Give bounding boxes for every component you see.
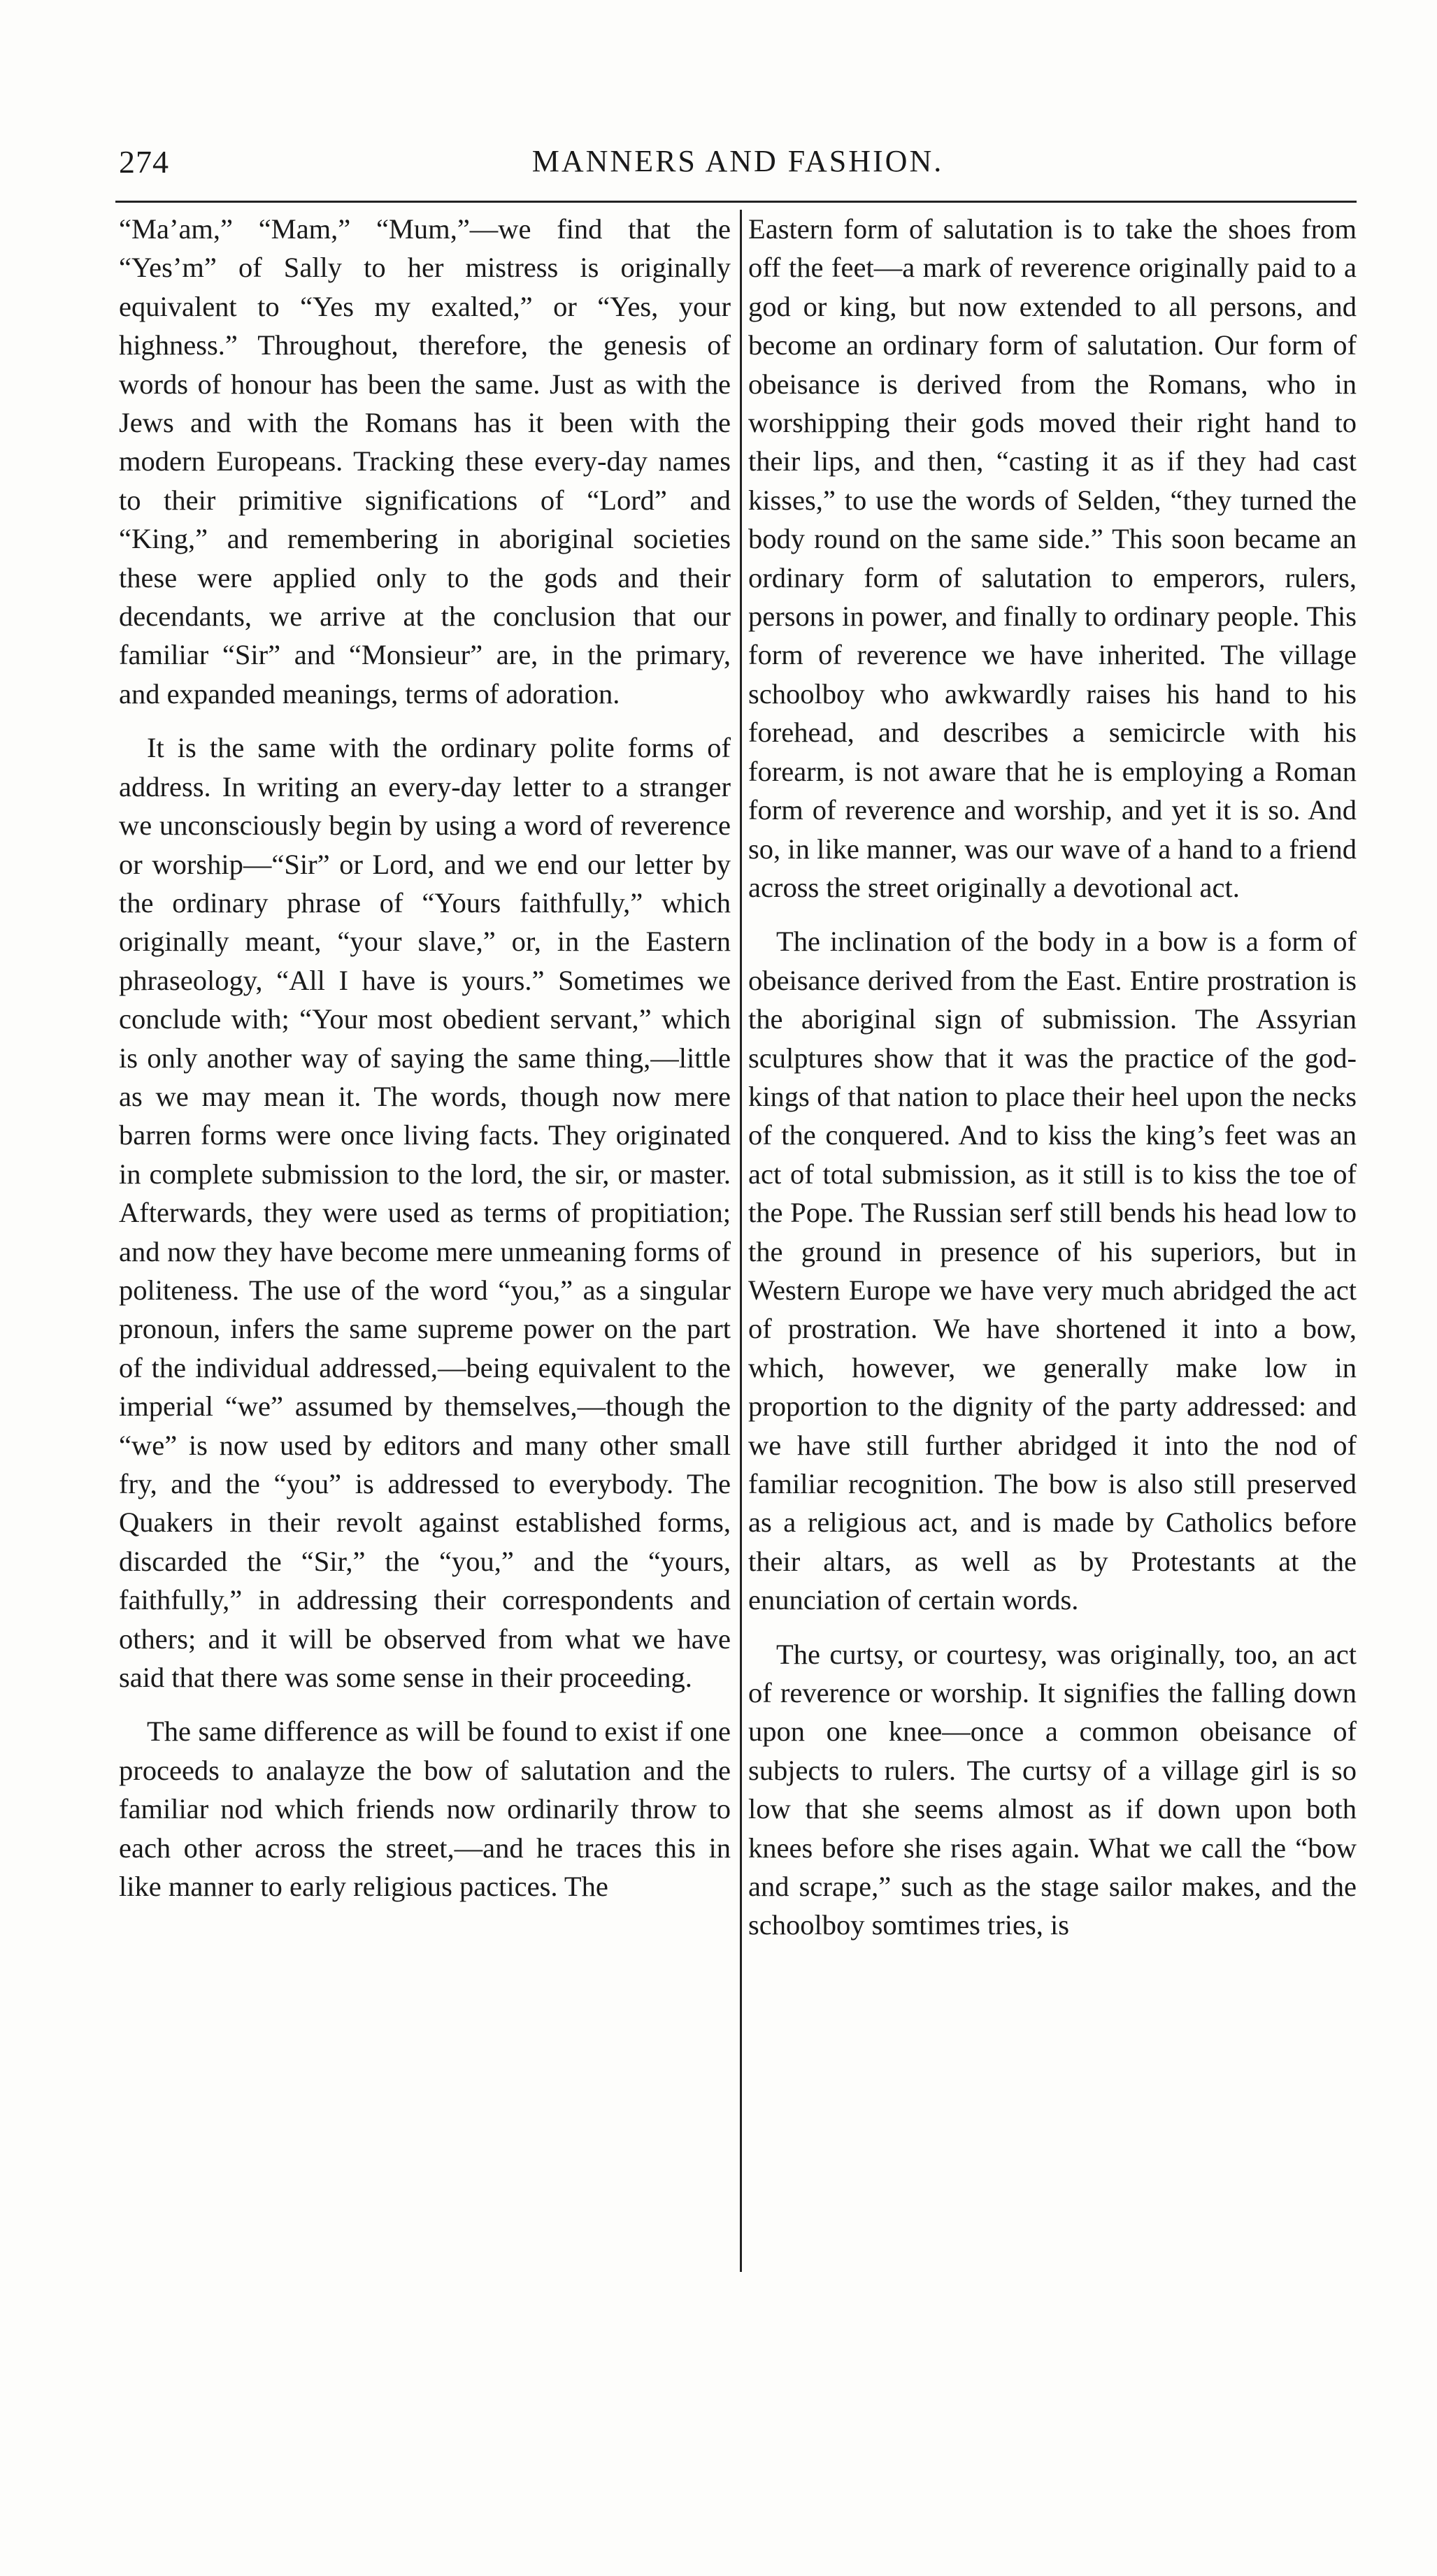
column-divider	[740, 210, 742, 2272]
right-column	[748, 210, 1357, 1960]
paragraph: “Ma’am,” “Mam,” “Mum,”—we find that the “Yes’m” of Sally to her mistress is originally equivalent to “Yes my exalted,” or “Yes, your highness.” Throughout, therefore, the genesis of words of honour has been the same. Just as with the Jews and with the Romans has it been with the modern Europeans. Tracking these every-day names to their primitive significations of “Lord” and “King,” and remembering in aboriginal societies these were applied only to the gods and their decendants, we arrive at the conclusion that our familiar “Sir” and “Monsieur” are, in the primary, and expanded meanings, terms of adoration.	[119, 213, 731, 710]
paragraph: The curtsy, or courtesy, was originally, too, an act of reverence or worship. It signifies the falling down upon one knee—once a common obeisance of subjects to rulers. The curtsy of a village girl is so low that she seems almost as if down upon both knees before she rises again. What we call the “bow and scrape,” such as the stage sailor makes, and the schoolboy somtimes tries, is	[748, 1638, 1357, 1941]
running-title: MANNERS AND FASHION.	[531, 144, 944, 178]
paragraph: It is the same with the ordinary polite forms of address. In writing an every-day letter to a stranger we unconsciously begin by using a word of reverence or worship—“Sir” or Lord, and we end our letter by the ordinary phrase of “Yours faithfully,” which originally meant, “your slave,” or, in the Eastern phraseology, “All I have is yours.” Sometimes we conclude with; “Your most obedient servant,” which is only another way of saying the same thing,—little as we may mean it. The words, though now mere barren forms were once living facts. They originated in complete submission to the lord, the sir, or master. Afterwards, they were used as terms of propitiation; and now they have become mere unmeaning forms of politeness. The use of the word “you,” as a singular pronoun, infers the same supreme power on the part of the individual addressed,—being equivalent to the imperial “we” assumed by themselves,—though the “we” is now used by editors and many other small fry, and the “you” is addressed to everybody. The Quakers in their revolt against established forms, discarded the “Sir,” the “you,” and the “yours, faithfully,” in addressing their correspondents and others; and it will be observed from what we have said that there was some sense in their proceeding.	[119, 732, 731, 1694]
header-rule	[115, 201, 1357, 203]
page-header	[119, 143, 1357, 192]
paragraph: Eastern form of salutation is to take the shoes from off the feet—a mark of reverence originally paid to a god or king, but now extended to all persons, and become an ordinary form of salutation. Our form of obeisance is derived from the Romans, who in worshipping their gods moved their right hand to their lips, and then, “casting it as if they had cast kisses,” to use the words of Selden, “they turned the body round on the same side.” This soon became an ordinary form of salutation to emperors, rulers, persons in power, and finally to ordinary people. This form of reverence we have inherited. The village schoolboy who awkwardly raises his hand to his forehead, and describes a semicircle with his forearm, is not aware that he is employing a Roman form of reverence and worship, and yet it is so. And so, in like manner, was our wave of a hand to a friend across the street originally a devotional act.	[748, 213, 1357, 903]
left-column	[119, 210, 731, 1921]
paragraph: The same difference as will be found to exist if one proceeds to analayze the bow of salutation and the familiar nod which friends now ordinarily throw to each other across the street,—and he traces this in like manner to early religious pactices. The	[119, 1715, 731, 1903]
paragraph: The inclination of the body in a bow is a form of obeisance derived from the East. Entire prostration is the aboriginal sign of submission. The Assyrian sculptures show that it was the practice of the god-kings of that nation to place their heel upon the necks of the conquered. And to kiss the king’s feet was an act of total submission, as it still is to kiss the toe of the Pope. The Russian serf still bends his head low to the ground in presence of his superiors, but in Western Europe we have very much abridged the act of prostration. We have shortened it into a bow, which, however, we generally make low in proportion to the dignity of the party addressed: and we have still further abridged it into the nod of familiar recognition. The bow is also still preserved as a religious act, and is made by Catholics before their altars, as well as by Protestants at the enunciation of certain words.	[748, 926, 1357, 1616]
page-number: 274	[119, 144, 169, 180]
